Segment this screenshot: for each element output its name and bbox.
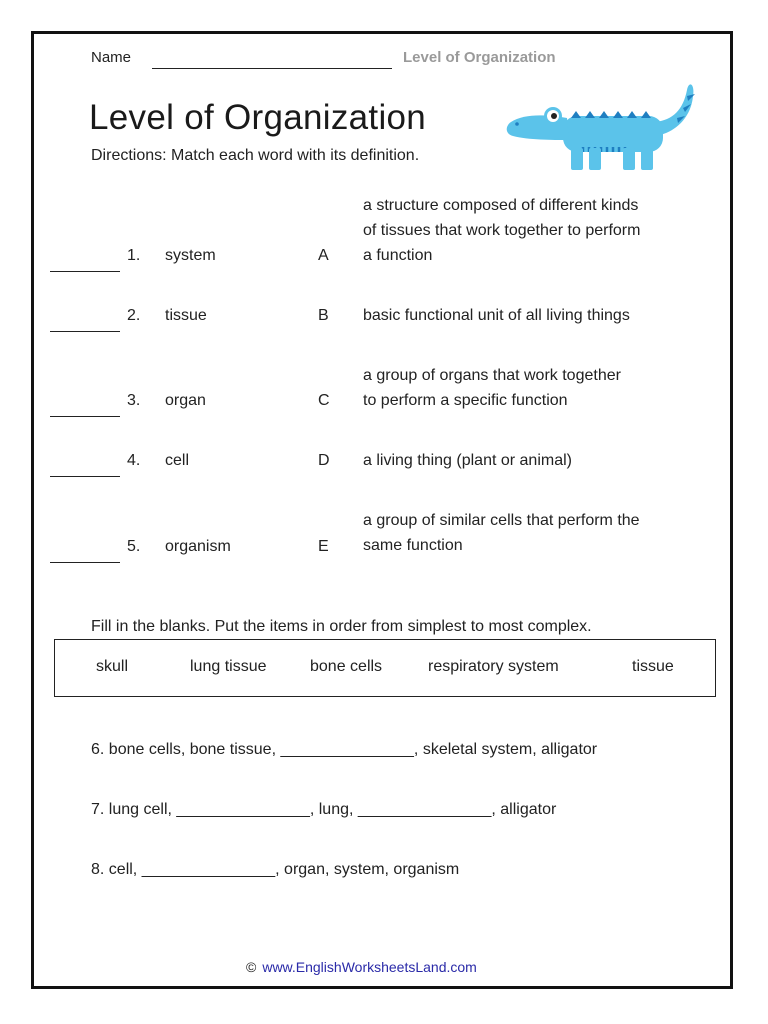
- name-field-line[interactable]: [152, 68, 392, 69]
- question-8[interactable]: 8. cell, _______________, organ, system, organism: [91, 861, 460, 878]
- definition-d: [363, 448, 572, 473]
- definition-line: a structure composed of different kinds: [363, 197, 639, 214]
- definition-line: basic functional unit of all living things: [363, 307, 630, 324]
- answer-blank-1[interactable]: [50, 271, 120, 272]
- definition-e: [363, 508, 640, 558]
- footer: [246, 959, 477, 975]
- term-cell: cell: [165, 452, 190, 469]
- word-bank-item: tissue: [632, 658, 674, 675]
- definition-line: a living thing (plant or animal): [363, 452, 572, 469]
- definition-line: of tissues that work together to perform: [363, 222, 641, 239]
- definition-line: a group of similar cells that perform the: [363, 512, 640, 529]
- fill-instructions: Fill in the blanks. Put the items in order from simplest to most complex.: [91, 618, 592, 635]
- name-label: Name: [91, 49, 132, 66]
- definition-b: [363, 303, 630, 328]
- word-bank-item: lung tissue: [190, 658, 267, 675]
- definition-line: same function: [363, 537, 463, 554]
- question-6[interactable]: 6. bone cells, bone tissue, _______________, skeletal system, alligator: [91, 741, 598, 758]
- definition-line: to perform a specific function: [363, 392, 568, 409]
- item-number: 4.: [127, 452, 141, 469]
- answer-blank-4[interactable]: [50, 476, 120, 477]
- word-bank-item: bone cells: [310, 658, 383, 675]
- definition-letter-b: B: [318, 307, 329, 324]
- item-number: 1.: [127, 247, 141, 264]
- directions-text: Directions: Match each word with its definition.: [91, 147, 420, 164]
- answer-blank-2[interactable]: [50, 331, 120, 332]
- term-organism: organism: [165, 538, 231, 555]
- word-bank-box: [54, 639, 716, 697]
- definition-letter-c: C: [318, 392, 330, 409]
- definition-line: a group of organs that work together: [363, 367, 621, 384]
- definition-letter-a: A: [318, 247, 329, 264]
- item-number: 5.: [127, 538, 141, 555]
- definition-line: a function: [363, 247, 433, 264]
- word-bank-item: respiratory system: [428, 658, 559, 675]
- word-bank-item: skull: [96, 658, 129, 675]
- header-worksheet-title: Level of Organization: [403, 49, 556, 66]
- question-7[interactable]: 7. lung cell, _______________, lung, _______________, alligator: [91, 801, 557, 818]
- page-title: Level of Organization: [89, 98, 427, 137]
- term-system: system: [165, 247, 216, 264]
- term-tissue: tissue: [165, 307, 207, 324]
- copyright-symbol: ©: [246, 959, 257, 975]
- alligator-icon: [505, 78, 705, 178]
- term-organ: organ: [165, 392, 206, 409]
- answer-blank-5[interactable]: [50, 562, 120, 563]
- definition-c: [363, 363, 621, 413]
- definition-letter-d: D: [318, 452, 330, 469]
- item-number: 2.: [127, 307, 141, 324]
- answer-blank-3[interactable]: [50, 416, 120, 417]
- item-number: 3.: [127, 392, 141, 409]
- definition-a: [363, 193, 640, 268]
- footer-site-link[interactable]: www.EnglishWorksheetsLand.com: [262, 959, 477, 975]
- definition-letter-e: E: [318, 538, 329, 555]
